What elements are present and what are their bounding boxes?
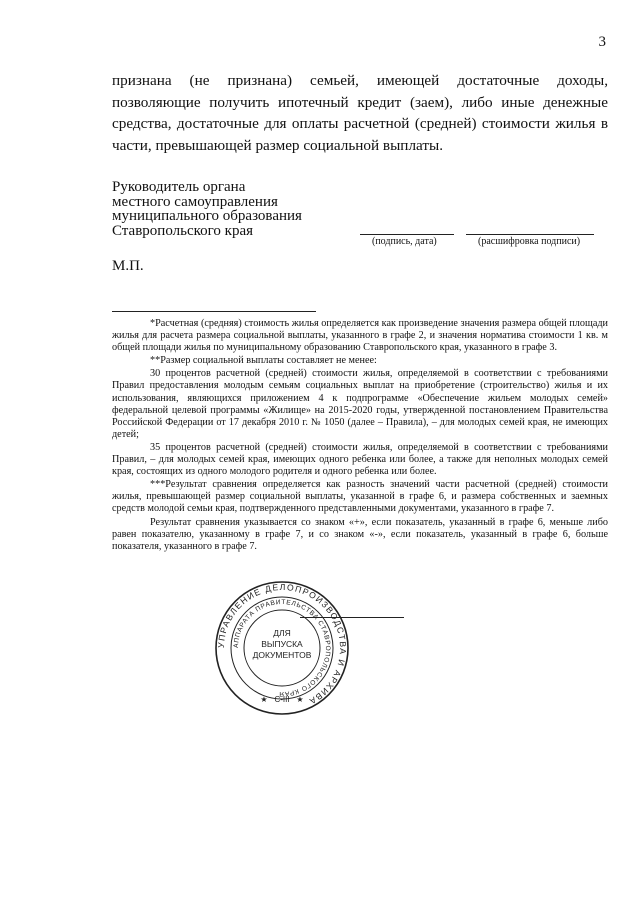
decryption-label: (расшифровка подписи) xyxy=(478,236,581,247)
footnote-2: **Размер социальной выплаты составляет не менее: xyxy=(150,355,377,367)
footnote-2-item-1: 30 процентов расчетной (средней) стоимости жилья, определяемой в соответствии с требованиями Правил предоставления молодым семьям социальных выплат на приобретение (строительство) жилья и их использования, являющихся приложением 4 к подпрограмме «Обеспечение жильем молодых семей» федеральной целевой программы «Жилище» на 2015-2020 годы, утвержденной постановлением Правительства Российской Федерации от 17 декабря 2010 г. № 1050 (далее – Правила), – для молодых семей края, не имеющих детей; xyxy=(112,368,608,440)
footnote-3: ***Результат сравнения определяется как разность значений части расчетной (средней) стоимости жилья, превышающей размер социальной выплаты, указанной в графе 6, и размера собственных и заемных средств молодой семьи края, подтвержденного представленными документами, указанного в графе 7. xyxy=(112,479,608,515)
official-title-line-3: муниципального образования xyxy=(112,208,302,224)
footnotes xyxy=(112,318,608,554)
decryption-line xyxy=(466,234,594,235)
official-title-line-1: Руководитель органа xyxy=(112,179,246,195)
stamp-star-left: ★ xyxy=(260,695,268,704)
main-text xyxy=(112,70,608,156)
stamp-outer-text: УПРАВЛЕНИЕ ДЕЛОПРОИЗВОДСТВА И АРХИВА xyxy=(215,581,349,707)
page-number: 3 xyxy=(598,34,606,50)
signature-date-label: (подпись, дата) xyxy=(372,236,437,247)
official-title-line-2: местного самоуправления xyxy=(112,193,278,210)
footnote-2-item-2: 35 процентов расчетной (средней) стоимости жилья, определяемой в соответствии с требованиями Правил, – для молодых семей края, имеющих одного ребенка или более, а также для неполных молодых семей края, состоящих из одного молодого родителя и одного ребенка или более. xyxy=(112,441,608,478)
seal-place-label: М.П. xyxy=(112,258,144,274)
stamp-inner-text: АППАРАТА ПРАВИТЕЛЬСТВА СТАВРОПОЛЬСКОГО КРАЯ xyxy=(232,598,332,698)
main-paragraph: признана (не признана) семьей, имеющей достаточные доходы, позволяющие получить ипотечный кредит (заем), либо иные денежные средства, достаточные для оплаты расчетной (средней) стоимости жилья в части, превышающей размер социальной выплаты. xyxy=(112,72,608,154)
official-stamp xyxy=(214,580,350,716)
signature-line xyxy=(360,234,454,235)
stamp-center-line-1: ДЛЯ xyxy=(273,628,291,638)
footnote-separator xyxy=(112,311,316,312)
stamp-center-line-2: ВЫПУСКА xyxy=(261,639,303,649)
official-title-block xyxy=(112,180,302,238)
footnote-1: *Расчетная (средняя) стоимость жилья определяется как произведение значения размера общей площади жилья для расчета размера социальной выплаты, указанного в графе 2, и значения норматива стоимости 1 кв. м общей площади жилья по муниципальному образованию Ставропольского края, указанного в графе 3. xyxy=(112,318,608,354)
stamp-code: С-III xyxy=(274,695,290,704)
footnote-3-note: Результат сравнения указывается со знаком «+», если показатель, указанный в графе 6, меньше либо равен показателю, указанному в графе 7, и со знаком «-», если показатель, указанный в графе 6, больше показателя, указанного в графе 7. xyxy=(112,516,608,552)
stamp-center-line-3: ДОКУМЕНТОВ xyxy=(252,650,312,660)
official-title-line-4: Ставропольского края xyxy=(112,222,253,239)
stamp-star-right: ★ xyxy=(296,695,304,704)
